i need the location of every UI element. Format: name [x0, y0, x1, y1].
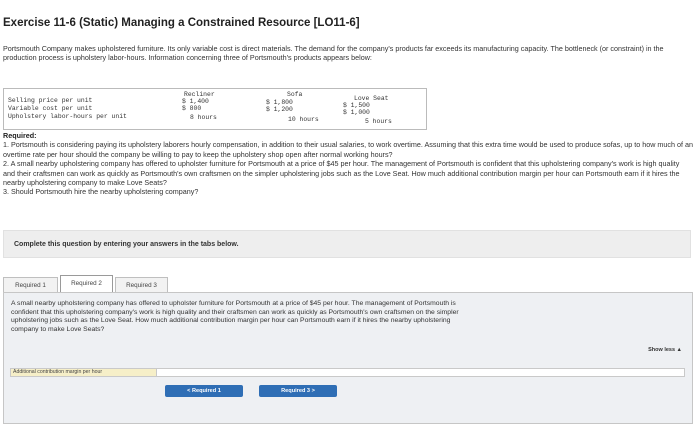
- required-item-2: 2. A small nearby upholstering company has offered to upholster furniture for Portsmouth at a price of $45 per hour. The management of Portsmouth is confident that this upholstering company's work is high quality and their craftsmen can work as quickly as Portsmouth's own craftsmen on the simpler upholstering jobs such as the Love Seat. How much additional contribution margin per hour can Portsmouth earn if it hires the nearby upholstering company to make Love Seats?: [3, 159, 680, 188]
- table-cell: $ 1,500: [343, 102, 370, 109]
- tab-required-2[interactable]: Required 2: [60, 275, 113, 292]
- table-cell: $ 1,400: [182, 98, 209, 105]
- tab-required-3[interactable]: Required 3: [115, 277, 168, 292]
- tab-required-1[interactable]: Required 1: [3, 277, 58, 292]
- instructions-box: [3, 230, 691, 258]
- table-cell: $ 1,000: [343, 109, 370, 116]
- required-heading: Required:: [3, 131, 37, 140]
- required-item-1: 1. Portsmouth is considering paying its upholstery laborers hourly compensation, in addition to their usual salaries, to work overtime. Assuming that this extra time would be used to produce sofas, up to how much of an overtime rate per hour should the company be willing to pay to keep the upholstery shop open after normal working hours?: [3, 140, 693, 159]
- required-item-3: 3. Should Portsmouth hire the nearby upholstering company?: [3, 187, 199, 197]
- table-row-label: Variable cost per unit: [8, 105, 93, 112]
- table-row-label: Selling price per unit: [8, 97, 93, 104]
- table-cell: $ 800: [182, 105, 202, 112]
- product-data-table: [3, 88, 427, 130]
- table-row-label: Upholstery labor-hours per unit: [8, 113, 127, 120]
- table-header-recliner: Recliner: [184, 91, 215, 98]
- instructions-text: Complete this question by entering your answers in the tabs below.: [14, 241, 239, 248]
- table-cell: 5 hours: [365, 118, 392, 125]
- tab-panel-required-2: [3, 292, 693, 424]
- answer-row: [10, 368, 685, 377]
- table-cell: $ 1,200: [266, 106, 293, 113]
- panel-question-text: A small nearby upholstering company has offered to upholster furniture for Portsmouth at a price of $45 per hour. The management of Portsmouth is confident that this upholstering company's work is high quality and their craftsmen can work as quickly as Portsmouth's own craftsmen on the simpler upholstering jobs such as the Love Seat. How much additional contribution margin per hour can Portsmouth earn if it hires the nearby upholstering company to make Love Seats?: [11, 300, 459, 333]
- next-required-3-button[interactable]: Required 3 >: [259, 385, 337, 397]
- table-cell: 8 hours: [190, 114, 217, 121]
- table-cell: 10 hours: [288, 116, 319, 123]
- contribution-margin-input[interactable]: [157, 369, 257, 376]
- show-less-link[interactable]: Show less ▲: [648, 347, 682, 353]
- intro-text: Portsmouth Company makes upholstered furniture. Its only variable cost is direct materials. The demand for the company's products far exceeds its manufacturing capacity. The bottleneck (or constraint) in the production process is upholstery labor-hours. Information concerning three of Portsmouth's products appears below:: [3, 44, 664, 63]
- answer-label: Additional contribution margin per hour: [11, 369, 157, 376]
- prev-required-1-button[interactable]: < Required 1: [165, 385, 243, 397]
- table-header-sofa: Sofa: [287, 91, 303, 98]
- table-cell: $ 1,800: [266, 99, 293, 106]
- table-header-love-seat: Love Seat: [354, 95, 389, 102]
- exercise-title: Exercise 11-6 (Static) Managing a Constrained Resource [LO11-6]: [3, 17, 360, 29]
- required-section: [3, 131, 693, 197]
